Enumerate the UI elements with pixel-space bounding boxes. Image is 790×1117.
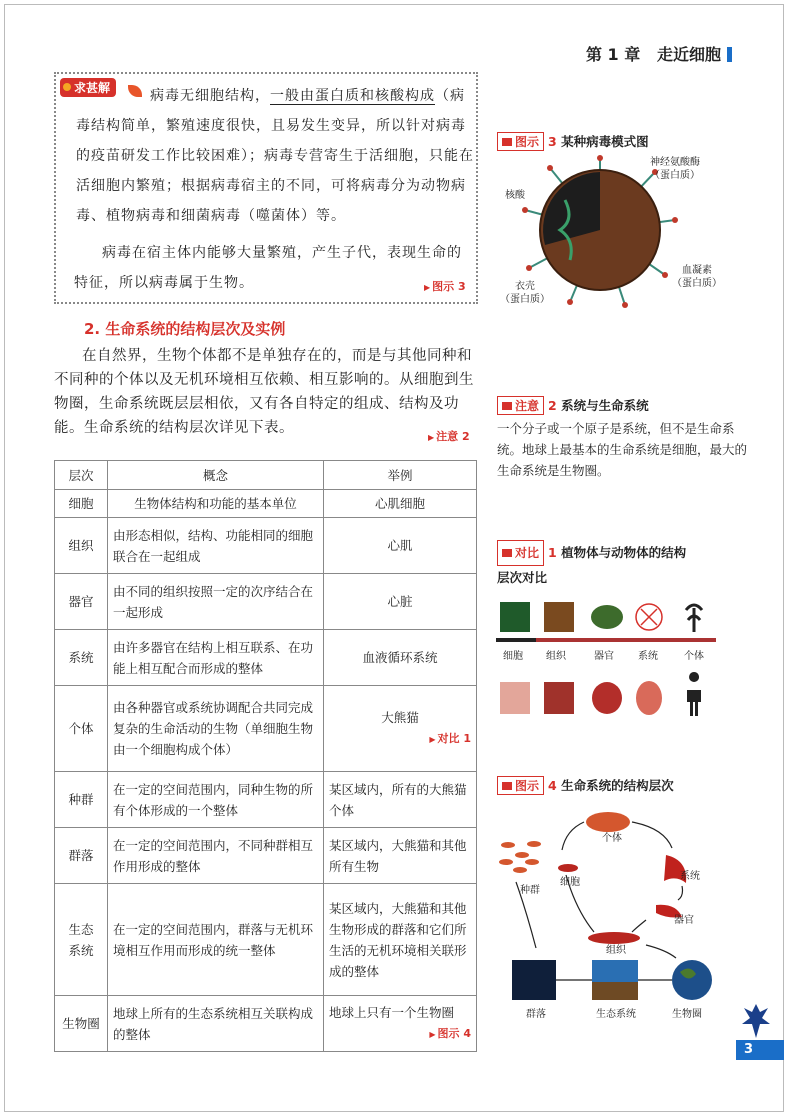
fig3-tag [497, 132, 544, 151]
fig4-label-organ: 器官 [674, 915, 694, 926]
explain-paragraph-2-text [74, 238, 474, 298]
section-paragraph: 在自然界，生物个体都不是单独存在的，而是与其他同种和不同种的个体以及无机环境相互依赖、相互影响的。从细胞到生物圈，生命系统既层层相依，又有各自特定的组成、结构及功能。生命系统的结构层次详见下表。 [54, 348, 474, 436]
cell-example-cell [324, 996, 477, 1052]
cell-concept: 由不同的组织按照一定的次序结合在一起形成 [108, 574, 324, 630]
fig3-num: 3 [548, 134, 557, 149]
compare1-title-a: 植物体与动物体的结构 [561, 545, 687, 560]
compare-ref-link[interactable]: ▶ 对比 1 [329, 728, 471, 750]
note2-title-text: 系统与生命系统 [561, 398, 649, 413]
cell-example: 心脏 [324, 574, 477, 630]
plant-cells-image [500, 602, 530, 632]
fig3-title [497, 132, 649, 151]
compare1-tag [497, 540, 544, 566]
animal-system-image [636, 681, 662, 715]
cell-concept: 生物体结构和功能的基本单位 [108, 490, 324, 518]
chapter-title: 走近细胞 [656, 45, 721, 64]
compare-label-tissue: 组织 [546, 651, 566, 662]
cell-concept: 由许多器官在结构上相互联系、在功能上相互配合而形成的整体 [108, 630, 324, 686]
fig4-label-cell: 细胞 [560, 877, 580, 888]
explain-ref-link[interactable]: ▶ 图示 3 [424, 278, 466, 294]
compare1-title-b: 层次对比 [497, 570, 548, 585]
header-example: 举例 [324, 461, 477, 490]
cell-example: 某区域内，大熊猫和其他生物形成的群落和它们所生活的无机环境相关联形成的整体 [324, 884, 477, 996]
label-coat-text: 衣壳 [515, 281, 535, 292]
note2-title [497, 396, 649, 415]
compare-label-individual: 个体 [684, 651, 704, 662]
explain-tag: 求甚解 [60, 78, 116, 97]
table-header-row [55, 461, 477, 490]
label-hemag-sub: （蛋白质） [672, 278, 722, 289]
fig4-tag [497, 776, 544, 795]
table-row [55, 686, 477, 772]
table-row [55, 996, 477, 1052]
table-row [55, 884, 477, 996]
plant-tissue-image [544, 602, 574, 632]
cell-example: 大熊猫 [381, 710, 419, 725]
fig4-label-population: 种群 [520, 885, 540, 896]
fig4-ref-link[interactable]: ▶ 图示 4 [329, 1023, 471, 1045]
cell-level: 群落 [55, 828, 108, 884]
section-title: 2. 生命系统的结构层次及实例 [84, 320, 286, 338]
community-image [512, 960, 556, 1000]
animal-organ-image [592, 682, 622, 714]
cell-example: 心肌 [324, 518, 477, 574]
explain-p1-underlined: 一般由蛋白质和核酸构成 [270, 88, 435, 104]
fig4-title [497, 776, 674, 795]
fig4-label-tissue: 组织 [606, 945, 626, 956]
explain-p1-rest: （病毒结构简单，繁殖速度很快，且易发生变异，所以针对病毒的疫苗研发工作比较困难）；病毒专营寄生于活细胞，只能在活细胞内繁殖；根据病毒宿主的不同，可将病毒分为动物病毒、植物病毒和细菌病毒（噬菌体）等。 [76, 88, 474, 224]
fish-cell-image [558, 864, 578, 872]
biosphere-image [672, 960, 712, 1000]
cell-concept: 地球上所有的生态系统相互关联构成的整体 [108, 996, 324, 1052]
label-na [650, 156, 700, 182]
cell-level: 器官 [55, 574, 108, 630]
label-coat-sub: （蛋白质） [500, 294, 550, 305]
note2-text: 一个分子或一个原子是系统，但不是生命系统。地球上最基本的生命系统是细胞，最大的生命系统是生物圈。 [497, 421, 748, 478]
compare1-title [497, 540, 757, 590]
fish-population-image [499, 841, 541, 873]
page-number: 3 [736, 1040, 784, 1060]
table-row [55, 518, 477, 574]
fig4-label-individual: 个体 [602, 833, 622, 844]
cell-level: 组织 [55, 518, 108, 574]
cell-level: 生物圈 [55, 996, 108, 1052]
cell-level: 细胞 [55, 490, 108, 518]
cell-example: 某区域内，所有的大熊猫个体 [324, 772, 477, 828]
plant-individual-image [686, 605, 702, 632]
plant-organ-image [591, 605, 623, 629]
header-level: 层次 [55, 461, 108, 490]
fish-individual-image [586, 812, 630, 832]
fig4-label-biosphere: 生物圈 [672, 1009, 702, 1020]
note2-num: 2 [548, 398, 557, 413]
explain-paragraph-1 [76, 81, 476, 231]
figure-icon [502, 782, 512, 790]
label-nucleic: 核酸 [505, 190, 525, 201]
level-ecosystem: 生态系统 [68, 921, 94, 958]
section-text [54, 344, 480, 440]
label-coat [500, 280, 550, 306]
fig4-tag-label: 图示 [515, 779, 540, 793]
compare-label-cell: 细胞 [503, 651, 523, 662]
note2-tag [497, 396, 544, 415]
figure-icon [502, 138, 512, 146]
cell-concept: 在一定的空间范围内，同种生物的所有个体形成的一个整体 [108, 772, 324, 828]
label-hemag [672, 264, 722, 290]
cell-concept: 在一定的空间范围内，不同种群相互作用形成的整体 [108, 828, 324, 884]
animal-tissue-image [544, 682, 574, 714]
cell-example-cell [324, 686, 477, 772]
fish-tissue-image [588, 932, 640, 944]
chapter-header [586, 42, 732, 65]
table-row [55, 574, 477, 630]
cell-example: 血液循环系统 [324, 630, 477, 686]
mascot-icon [738, 1000, 774, 1040]
fig4-num: 4 [548, 778, 557, 793]
levels-table [54, 460, 477, 1052]
compare-icon [502, 549, 512, 557]
header-concept: 概念 [108, 461, 324, 490]
header-bar-icon [727, 47, 732, 62]
cell-example: 心肌细胞 [324, 490, 477, 518]
note2-tag-label: 注意 [515, 399, 540, 413]
table-row [55, 772, 477, 828]
label-hemag-text: 血凝素 [682, 265, 712, 276]
cell-concept: 由各种器官或系统协调配合共同完成复杂的生命活动的生物（单细胞生物由一个细胞构成个体） [108, 686, 324, 772]
compare-label-system: 系统 [638, 651, 658, 662]
explain-p2-text: 病毒在宿主体内能够大量繁殖，产生子代，表现生命的特征，所以病毒属于生物。 [74, 245, 462, 291]
compare1-tag-label: 对比 [515, 546, 540, 560]
cell-concept: 由形态相似，结构、功能相同的细胞联合在一起组成 [108, 518, 324, 574]
cell-level: 系统 [55, 630, 108, 686]
explain-p1-start: 病毒无细胞结构， [150, 88, 270, 104]
compare1-num: 1 [548, 545, 557, 560]
cell-example: 地球上只有一个生物圈 [329, 1005, 455, 1020]
label-na-text: 神经氨酸酶 [650, 157, 700, 168]
cell-concept: 在一定的空间范围内，群落与无机环境相互作用而形成的统一整体 [108, 884, 324, 996]
animal-individual-image [687, 672, 701, 716]
cell-level: 种群 [55, 772, 108, 828]
table-row [55, 828, 477, 884]
fig3-tag-label: 图示 [515, 135, 540, 149]
note-icon [502, 402, 512, 410]
cell-level: 个体 [55, 686, 108, 772]
section-ref-link[interactable]: ▶ 注意 2 [428, 428, 470, 444]
fig4-label-ecosystem: 生态系统 [596, 1009, 636, 1020]
fig4-title-text: 生命系统的结构层次 [561, 778, 674, 793]
table-row [55, 630, 477, 686]
cell-example: 某区域内，大熊猫和其他所有生物 [324, 828, 477, 884]
fig4-label-community: 群落 [526, 1009, 546, 1020]
compare-label-organ: 器官 [594, 651, 614, 662]
chapter-number: 第 1 章 [585, 45, 641, 64]
fig4-label-system: 系统 [680, 871, 700, 882]
cell-level [55, 884, 108, 996]
fig3-title-text: 某种病毒模式图 [561, 134, 649, 149]
label-na-sub: （蛋白质） [650, 170, 700, 181]
animal-cells-image [500, 682, 530, 714]
table-row [55, 490, 477, 518]
